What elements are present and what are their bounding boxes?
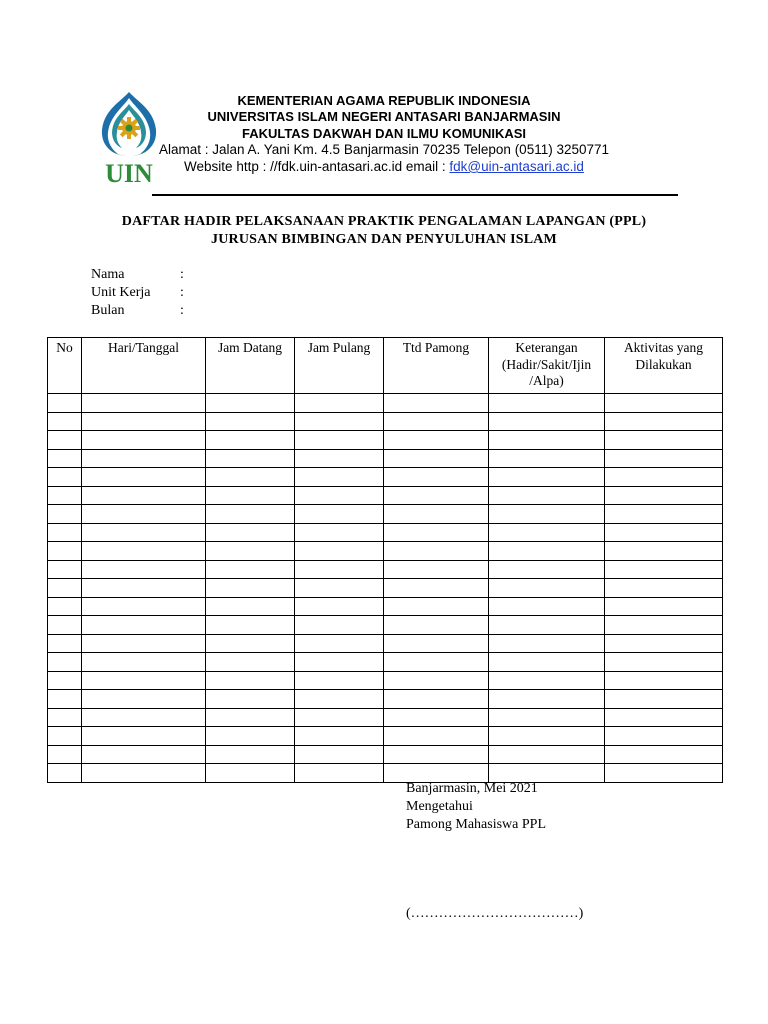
table-cell[interactable]: [206, 560, 295, 579]
table-cell[interactable]: [605, 634, 723, 653]
table-cell[interactable]: [384, 653, 489, 672]
table-cell[interactable]: [206, 523, 295, 542]
table-cell[interactable]: [206, 597, 295, 616]
table-cell[interactable]: [489, 523, 605, 542]
table-cell[interactable]: [82, 468, 206, 487]
table-cell[interactable]: [82, 449, 206, 468]
table-cell[interactable]: [489, 468, 605, 487]
table-cell[interactable]: [295, 560, 384, 579]
header-hari-tanggal: Hari/Tanggal: [82, 338, 206, 394]
table-cell[interactable]: [295, 542, 384, 561]
table-cell[interactable]: [295, 449, 384, 468]
table-cell[interactable]: [48, 597, 82, 616]
table-cell[interactable]: [82, 671, 206, 690]
university-name: UNIVERSITAS ISLAM NEGERI ANTASARI BANJARMASIN: [207, 109, 561, 124]
table-cell[interactable]: [384, 597, 489, 616]
signature-role: Pamong Mahasiswa PPL: [406, 817, 546, 832]
table-row: [48, 505, 723, 524]
table-cell[interactable]: [206, 671, 295, 690]
table-cell[interactable]: [605, 449, 723, 468]
attendance-rows: [48, 394, 723, 783]
table-cell[interactable]: [206, 468, 295, 487]
table-cell[interactable]: [384, 431, 489, 450]
table-cell[interactable]: [605, 708, 723, 727]
table-cell[interactable]: [295, 745, 384, 764]
table-cell[interactable]: [206, 505, 295, 524]
website-text: Website http : //fdk.uin-antasari.ac.id email :: [184, 159, 450, 174]
table-cell[interactable]: [605, 560, 723, 579]
table-cell[interactable]: [82, 431, 206, 450]
table-cell[interactable]: [206, 708, 295, 727]
table-row: [48, 560, 723, 579]
table-cell[interactable]: [605, 653, 723, 672]
table-cell[interactable]: [295, 634, 384, 653]
table-row: [48, 653, 723, 672]
table-cell[interactable]: [489, 431, 605, 450]
header-jam-datang: Jam Datang: [206, 338, 295, 394]
table-cell[interactable]: [48, 412, 82, 431]
table-cell[interactable]: [206, 727, 295, 746]
table-row: [48, 412, 723, 431]
table-cell[interactable]: [489, 634, 605, 653]
table-cell[interactable]: [295, 671, 384, 690]
table-cell[interactable]: [82, 394, 206, 413]
table-cell[interactable]: [295, 412, 384, 431]
table-cell[interactable]: [489, 597, 605, 616]
table-cell[interactable]: [384, 727, 489, 746]
table-cell[interactable]: [605, 764, 723, 783]
table-cell[interactable]: [295, 486, 384, 505]
table-cell[interactable]: [605, 468, 723, 487]
website-line: [0, 159, 768, 174]
header-no: No: [48, 338, 82, 394]
table-cell[interactable]: [384, 486, 489, 505]
table-cell[interactable]: [384, 708, 489, 727]
table-cell[interactable]: [384, 505, 489, 524]
table-cell[interactable]: [489, 653, 605, 672]
table-cell[interactable]: [384, 394, 489, 413]
table-cell[interactable]: [384, 542, 489, 561]
header-jam-pulang: Jam Pulang: [295, 338, 384, 394]
table-row: [48, 449, 723, 468]
table-cell[interactable]: [295, 616, 384, 635]
table-cell[interactable]: [82, 597, 206, 616]
table-cell[interactable]: [206, 579, 295, 598]
table-row: [48, 597, 723, 616]
table-cell[interactable]: [384, 634, 489, 653]
table-cell[interactable]: [605, 542, 723, 561]
attendance-table: [47, 337, 723, 783]
table-cell[interactable]: [48, 727, 82, 746]
table-cell[interactable]: [384, 745, 489, 764]
table-cell[interactable]: [605, 671, 723, 690]
table-cell[interactable]: [206, 634, 295, 653]
table-cell[interactable]: [48, 523, 82, 542]
table-cell[interactable]: [489, 690, 605, 709]
table-cell[interactable]: [82, 616, 206, 635]
table-cell[interactable]: [48, 431, 82, 450]
letterhead-divider: [152, 194, 678, 196]
field-colon-nama: :: [180, 267, 184, 282]
table-cell[interactable]: [605, 505, 723, 524]
table-cell[interactable]: [48, 764, 82, 783]
table-row: [48, 616, 723, 635]
table-cell[interactable]: [384, 690, 489, 709]
document-title: DAFTAR HADIR PELAKSANAAN PRAKTIK PENGALAMAN LAPANGAN (PPL): [121, 214, 647, 229]
table-cell[interactable]: [489, 412, 605, 431]
table-cell[interactable]: [605, 597, 723, 616]
ministry-name: KEMENTERIAN AGAMA REPUBLIK INDONESIA: [237, 93, 531, 108]
table-cell[interactable]: [295, 764, 384, 783]
table-row: [48, 486, 723, 505]
table-cell[interactable]: [48, 579, 82, 598]
table-cell[interactable]: [384, 764, 489, 783]
table-row: [48, 671, 723, 690]
table-cell[interactable]: [206, 764, 295, 783]
table-row: [48, 727, 723, 746]
table-cell[interactable]: [82, 542, 206, 561]
table-cell[interactable]: [295, 394, 384, 413]
table-cell[interactable]: [48, 486, 82, 505]
signature-place-date: Banjarmasin, Mei 2021: [406, 781, 538, 796]
table-cell[interactable]: [82, 708, 206, 727]
table-row: [48, 708, 723, 727]
table-cell[interactable]: [206, 449, 295, 468]
table-cell[interactable]: [489, 745, 605, 764]
address-line: Alamat : Jalan A. Yani Km. 4.5 Banjarmasin 70235 Telepon (0511) 3250771: [158, 142, 610, 157]
table-row: [48, 542, 723, 561]
table-cell[interactable]: [489, 560, 605, 579]
table-cell[interactable]: [605, 486, 723, 505]
table-cell[interactable]: [48, 708, 82, 727]
table-cell[interactable]: [605, 394, 723, 413]
table-cell[interactable]: [82, 727, 206, 746]
table-cell[interactable]: [82, 764, 206, 783]
table-cell[interactable]: [384, 671, 489, 690]
table-cell[interactable]: [295, 431, 384, 450]
table-cell[interactable]: [605, 412, 723, 431]
table-header-row: [48, 338, 723, 394]
field-label-nama: Nama: [91, 267, 125, 282]
table-cell[interactable]: [384, 412, 489, 431]
table-cell[interactable]: [82, 412, 206, 431]
table-cell[interactable]: [295, 579, 384, 598]
table-cell[interactable]: [206, 653, 295, 672]
field-colon-bulan: :: [180, 303, 184, 318]
table-cell[interactable]: [48, 671, 82, 690]
table-cell[interactable]: [605, 579, 723, 598]
table-cell[interactable]: [384, 468, 489, 487]
table-cell[interactable]: [295, 597, 384, 616]
table-cell[interactable]: [206, 690, 295, 709]
table-cell[interactable]: [48, 505, 82, 524]
table-cell[interactable]: [605, 523, 723, 542]
table-cell[interactable]: [295, 505, 384, 524]
table-cell[interactable]: [295, 727, 384, 746]
table-cell[interactable]: [48, 690, 82, 709]
table-cell[interactable]: [605, 616, 723, 635]
table-cell[interactable]: [48, 394, 82, 413]
table-row: [48, 523, 723, 542]
table-cell[interactable]: [384, 449, 489, 468]
field-colon-unit-kerja: :: [180, 285, 184, 300]
header-keterangan: Keterangan (Hadir/Sakit/Ijin /Alpa): [489, 338, 605, 394]
department-title: JURUSAN BIMBINGAN DAN PENYULUHAN ISLAM: [211, 232, 557, 247]
table-cell[interactable]: [48, 468, 82, 487]
table-cell[interactable]: [206, 542, 295, 561]
table-cell[interactable]: [48, 542, 82, 561]
table-cell[interactable]: [489, 579, 605, 598]
header-aktivitas: Aktivitas yang Dilakukan: [605, 338, 723, 394]
table-cell[interactable]: [489, 671, 605, 690]
table-cell[interactable]: [489, 616, 605, 635]
table-cell[interactable]: [384, 560, 489, 579]
table-row: [48, 764, 723, 783]
table-cell[interactable]: [82, 634, 206, 653]
table-cell[interactable]: [605, 745, 723, 764]
table-cell[interactable]: [605, 690, 723, 709]
table-cell[interactable]: [384, 523, 489, 542]
header-ttd-pamong: Ttd Pamong: [384, 338, 489, 394]
table-row: [48, 394, 723, 413]
table-row: [48, 745, 723, 764]
table-cell[interactable]: [206, 394, 295, 413]
table-cell[interactable]: [82, 653, 206, 672]
table-cell[interactable]: [82, 505, 206, 524]
field-label-bulan: Bulan: [91, 303, 125, 318]
table-row: [48, 468, 723, 487]
table-cell[interactable]: [206, 412, 295, 431]
table-cell[interactable]: [489, 727, 605, 746]
table-cell[interactable]: [295, 708, 384, 727]
table-row: [48, 431, 723, 450]
table-row: [48, 634, 723, 653]
table-cell[interactable]: [605, 431, 723, 450]
table-cell[interactable]: [605, 727, 723, 746]
table-cell[interactable]: [82, 486, 206, 505]
table-cell[interactable]: [489, 542, 605, 561]
table-cell[interactable]: [82, 745, 206, 764]
table-cell[interactable]: [48, 560, 82, 579]
table-cell[interactable]: [206, 486, 295, 505]
table-cell[interactable]: [489, 505, 605, 524]
table-cell[interactable]: [384, 579, 489, 598]
table-cell[interactable]: [48, 745, 82, 764]
table-cell[interactable]: [206, 431, 295, 450]
table-cell[interactable]: [48, 653, 82, 672]
table-row: [48, 690, 723, 709]
signature-name-line: (………………………………): [406, 906, 584, 921]
table-cell[interactable]: [489, 708, 605, 727]
table-cell[interactable]: [82, 560, 206, 579]
table-cell[interactable]: [48, 449, 82, 468]
table-cell[interactable]: [295, 653, 384, 672]
field-label-unit-kerja: Unit Kerja: [91, 285, 151, 300]
table-cell[interactable]: [48, 634, 82, 653]
table-cell[interactable]: [206, 616, 295, 635]
table-cell[interactable]: [82, 523, 206, 542]
table-cell[interactable]: [489, 764, 605, 783]
table-cell[interactable]: [48, 616, 82, 635]
table-cell[interactable]: [295, 523, 384, 542]
table-cell[interactable]: [82, 690, 206, 709]
table-cell[interactable]: [489, 394, 605, 413]
faculty-name: FAKULTAS DAKWAH DAN ILMU KOMUNIKASI: [241, 126, 527, 141]
table-cell[interactable]: [206, 745, 295, 764]
svg-text:UIN: UIN: [105, 159, 153, 186]
table-cell[interactable]: [295, 690, 384, 709]
table-row: [48, 579, 723, 598]
table-cell[interactable]: [489, 449, 605, 468]
email-link[interactable]: fdk@uin-antasari.ac.id: [449, 159, 584, 174]
table-cell[interactable]: [384, 616, 489, 635]
table-cell[interactable]: [82, 579, 206, 598]
table-cell[interactable]: [295, 468, 384, 487]
table-cell[interactable]: [489, 486, 605, 505]
signature-acknowledged: Mengetahui: [406, 799, 473, 814]
